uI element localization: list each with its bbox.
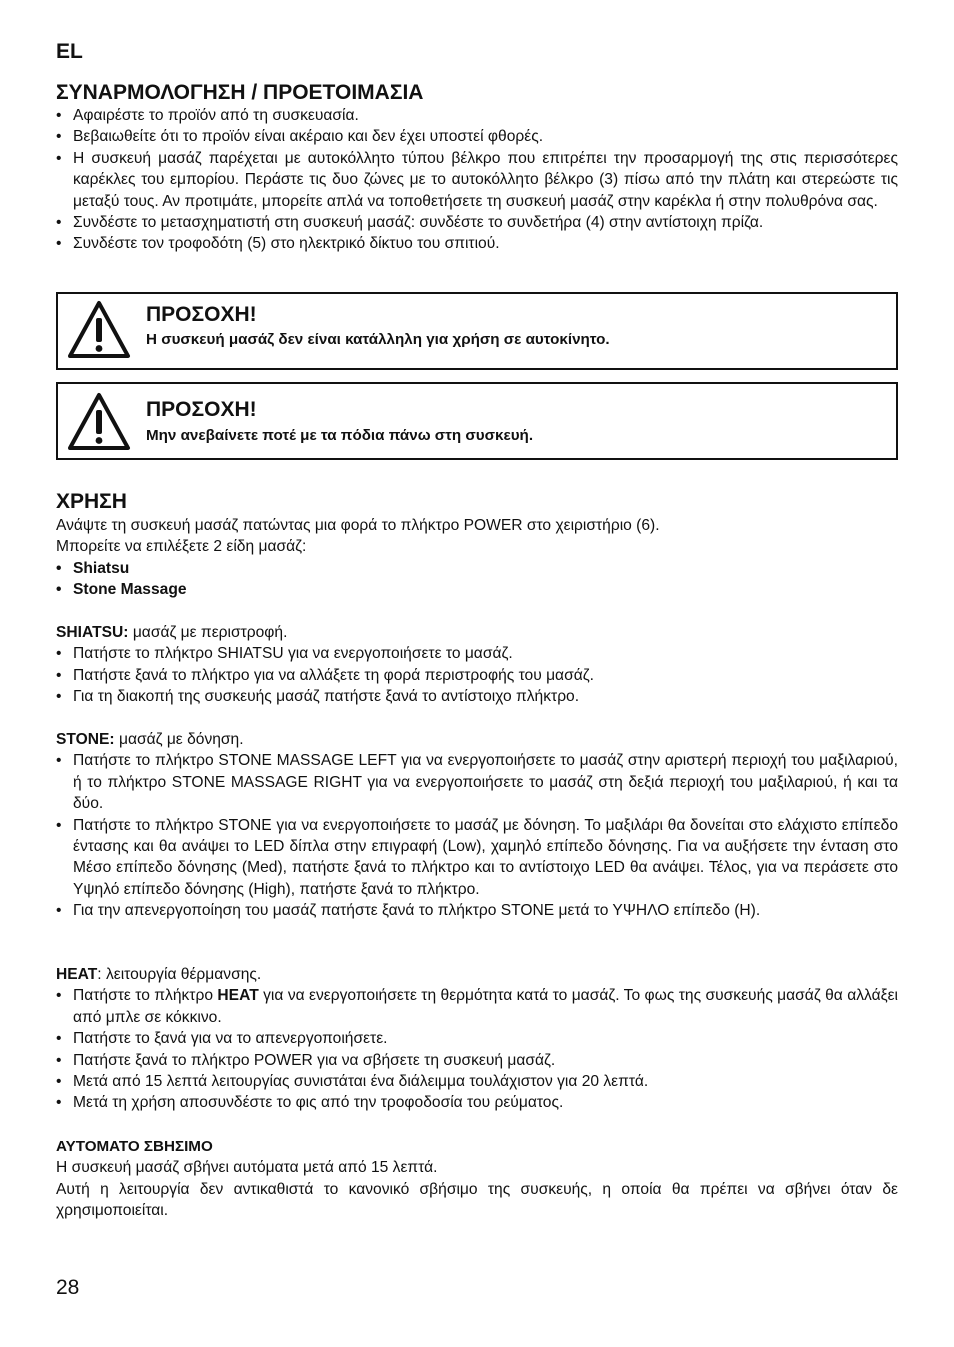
usage-heading: ΧΡΗΣΗ xyxy=(56,490,127,513)
page-number: 28 xyxy=(56,1276,80,1299)
massage-types-list xyxy=(56,558,898,601)
list-item: • Shiatsu xyxy=(56,558,898,579)
auto-off-line-2: Αυτή η λειτουργία δεν αντικαθιστά το κανονικό σβήσιμο της συσκευής, η οποία θα πρέπει να σβήνει όταν δε χρησιμοποιείται. xyxy=(56,1180,898,1220)
warning-triangle-icon xyxy=(67,300,131,360)
usage-intro-1: Ανάψτε τη συσκευή μασάζ πατώντας μια φορά το πλήκτρο POWER στο χειριστήριο (6). xyxy=(56,517,660,534)
list-item: • Πατήστε το πλήκτρο STONE MASSAGE LEFT για να ενεργοποιήσετε το μασάζ στην αριστερή περιοχή του μαξιλαριού, ή το πλήκτρο STONE MASSAGE RIGHT για να ενεργοποιήσετε το μασάζ στη δεξιά περιοχή του μαξιλαριού, ή και τα δύο. xyxy=(56,750,898,814)
list-item: • Η συσκευή μασάζ παρέχεται με αυτοκόλλητο τύπου βέλκρο που επιτρέπει την προσαρμογή της στις περισσότερες καρέκλες του εμπορίου. Περάστε τις δυο ζώνες με το αυτοκόλλητο βέλκρο (3) πίσω από την πλάτη και στερεώστε τις μεταξύ τους. Αν προτιμάτε, μπορείτε απλά να τοποθετήσετε τη συσκευή μασάζ στην καρέκλα ή στην πολυθρόνα σας. xyxy=(56,148,898,212)
stone-label: STONE: xyxy=(56,731,115,748)
heat-label: HEAT xyxy=(56,966,98,983)
heat-section xyxy=(56,964,898,1114)
assembly-list-block xyxy=(56,105,898,255)
auto-off-section xyxy=(56,1136,898,1222)
heat-item-text: για να ενεργοποιήσετε τη θερμότητα κατά το μασάζ. Το φως της συσκευής μασάζ θα αλλάξει από μπλε σε κόκκινο. xyxy=(73,987,898,1026)
warning-title: ΠΡΟΣΟΧΗ! xyxy=(146,303,257,326)
warning-title: ΠΡΟΣΟΧΗ! xyxy=(146,398,257,421)
list-item: • Μετά τη χρήση αποσυνδέστε το φις από την τροφοδοσία του ρεύματος. xyxy=(56,1092,898,1113)
list-item: • Stone Massage xyxy=(56,579,898,600)
heat-item-text: Πατήστε το πλήκτρο xyxy=(73,987,218,1005)
list-item: • Πατήστε ξανά το πλήκτρο POWER για να σβήσετε τη συσκευή μασάζ. xyxy=(56,1050,898,1071)
warning-box-car xyxy=(56,292,898,370)
auto-off-heading: ΑΥΤΟΜΑΤΟ ΣΒΗΣΙΜΟ xyxy=(56,1138,213,1155)
shiatsu-section xyxy=(56,622,898,708)
list-item: • Βεβαιωθείτε ότι το προϊόν είναι ακέραιο και δεν έχει υποστεί φθορές. xyxy=(56,126,898,147)
warning-text: Μην ανεβαίνετε ποτέ με τα πόδια πάνω στη συσκευή. xyxy=(146,427,534,444)
list-item: • Πατήστε το πλήκτρο SHIATSU για να ενεργοποιήσετε το μασάζ. xyxy=(56,643,898,664)
usage-intro-2: Μπορείτε να επιλέξετε 2 είδη μασάζ: xyxy=(56,538,307,556)
stone-heading xyxy=(56,729,898,750)
language-code: EL xyxy=(56,40,83,63)
auto-off-line-1: Η συσκευή μασάζ σβήνει αυτόματα μετά από 15 λεπτά. xyxy=(56,1159,438,1177)
list-item: • Για την απενεργοποίηση του μασάζ πατήστε ξανά το πλήκτρο STONE μετά το ΥΨΗΛΟ επίπεδο (H). xyxy=(56,900,898,921)
shiatsu-label: SHIATSU: xyxy=(56,624,129,641)
heat-list xyxy=(56,985,898,1113)
stone-section xyxy=(56,729,898,922)
shiatsu-heading xyxy=(56,622,898,643)
heat-heading xyxy=(56,964,898,985)
list-item: • Αφαιρέστε το προϊόν από τη συσκευασία. xyxy=(56,105,898,126)
list-item: • Πατήστε ξανά το πλήκτρο για να αλλάξετε τη φορά περιστροφής του μασάζ. xyxy=(56,665,898,686)
warning-box-step xyxy=(56,382,898,460)
usage-intro-block xyxy=(56,515,898,601)
assembly-list xyxy=(56,105,898,255)
shiatsu-desc: μασάζ με περιστροφή. xyxy=(128,624,288,641)
assembly-heading: ΣΥΝΑΡΜΟΛΟΓΗΣΗ / ΠΡΟΕΤΟΙΜΑΣΙΑ xyxy=(56,81,424,104)
heat-desc: : λειτουργία θέρμανσης. xyxy=(97,966,262,983)
warning-text: Η συσκευή μασάζ δεν είναι κατάλληλη για χρήση σε αυτοκίνητο. xyxy=(146,331,610,348)
list-item: • Για τη διακοπή της συσκευής μασάζ πατήστε ξανά το αντίστοιχο πλήκτρο. xyxy=(56,686,898,707)
list-item: • Πατήστε το πλήκτρο STONE για να ενεργοποιήσετε το μασάζ με δόνηση. Το μαξιλάρι θα δονείται στο ελάχιστο επίπεδο έντασης και θα ανάψει το LED δίπλα στην επιγραφή (Low), χαμηλό επίπεδο δόνησης. Για να αυξήσετε την ένταση στο Μέσο επίπεδο δόνησης (Med), πατήστε ξανά το πλήκτρο και το αντίστοιχο LED θα ανάψει. Τέλος, για να περάσετε στο Υψηλό επίπεδο δόνησης (High), πατήστε ξανά το πλήκτρο. xyxy=(56,815,898,901)
stone-list xyxy=(56,750,898,921)
shiatsu-list xyxy=(56,643,898,707)
list-item: • Συνδέστε το μετασχηματιστή στη συσκευή μασάζ: συνδέστε το συνδετήρα (4) στην αντίστοιχη πρίζα. xyxy=(56,212,898,233)
warning-triangle-icon xyxy=(67,392,131,452)
list-item xyxy=(56,985,898,1028)
list-item: • Μετά από 15 λεπτά λειτουργίας συνιστάται ένα διάλειμμα τουλάχιστον για 20 λεπτά. xyxy=(56,1071,898,1092)
list-item: • Συνδέστε τον τροφοδότη (5) στο ηλεκτρικό δίκτυο του σπιτιού. xyxy=(56,233,898,254)
stone-desc: μασάζ με δόνηση. xyxy=(114,731,244,748)
heat-item-bold: HEAT xyxy=(217,987,259,1005)
list-item: • Πατήστε το ξανά για να το απενεργοποιήσετε. xyxy=(56,1028,898,1049)
